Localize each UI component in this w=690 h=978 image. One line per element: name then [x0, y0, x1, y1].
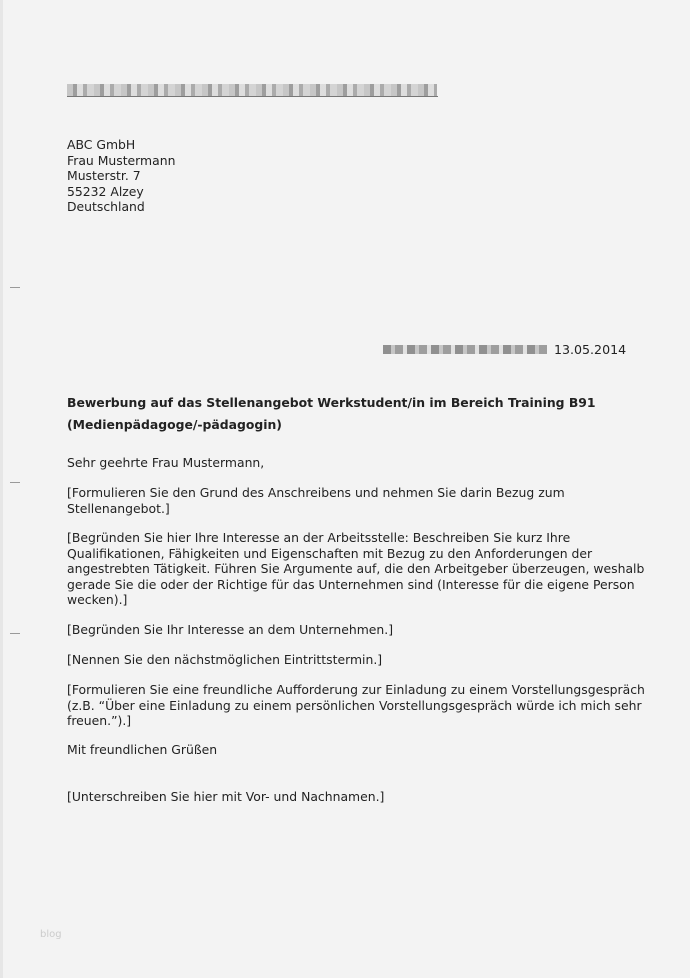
paragraph: [67, 485, 565, 516]
signature-text: [Unterschreiben Sie hier mit Vor- und Nachnamen.]: [67, 789, 385, 804]
paragraph-line: gerade Sie die oder der Richtige für das Unternehmen sind (Interesse für die eigene Person: [67, 576, 635, 592]
paragraph-line: [Begründen Sie Ihr Interesse an dem Unternehmen.]: [67, 622, 394, 637]
paragraph-line: [Nennen Sie den nächstmöglichen Eintrittstermin.]: [67, 652, 383, 667]
paragraph: [67, 652, 382, 668]
subject-line: Bewerbung auf das Stellenangebot Werkstudent/in im Bereich Training B91: [67, 395, 596, 410]
recipient-line: Deutschland: [67, 199, 145, 214]
paragraph: [67, 622, 393, 638]
salutation: [67, 455, 264, 471]
subject: [67, 392, 596, 436]
paragraph-line: Qualifikationen, Fähigkeiten und Eigenschaften mit Bezug zu den Anforderungen der: [67, 545, 593, 561]
recipient-line: 55232 Alzey: [67, 183, 144, 199]
letter-date: 13.05.2014: [554, 342, 627, 357]
recipient-line: ABC GmbH: [67, 137, 136, 152]
subject-line: (Medienpädagoge/-pädagogin): [67, 417, 282, 432]
page-edge: [0, 0, 3, 978]
recipient-line: Frau Mustermann: [67, 152, 176, 168]
closing-text: Mit freundlichen Grüßen: [67, 742, 218, 757]
recipient-address: [67, 137, 175, 215]
salutation-text: Sehr geehrte Frau Mustermann,: [67, 455, 265, 470]
place-redacted: [383, 345, 547, 354]
paragraph-line: freuen.”).]: [67, 713, 132, 728]
paragraph: [67, 530, 644, 608]
recipient-line: Musterstr. 7: [67, 168, 141, 183]
paragraph-line: (z.B. “Über eine Einladung zu einem persönlichen Vorstellungsgespräch würde ich mich sehr: [67, 697, 642, 713]
paragraph-line: Stellenangebot.]: [67, 500, 170, 516]
paragraph: [67, 682, 645, 729]
paragraph-line: [Formulieren Sie den Grund des Anschreibens und nehmen Sie darin Bezug zum: [67, 485, 565, 500]
closing: [67, 742, 217, 758]
fold-mark: [10, 482, 20, 483]
sender-line-redacted: [67, 84, 437, 96]
paragraph-line: wecken).]: [67, 592, 128, 607]
punch-mark: [10, 633, 20, 634]
signature: [67, 789, 384, 805]
watermark: blog: [40, 929, 62, 940]
sender-underline: [67, 96, 438, 97]
fold-mark: [10, 287, 20, 288]
paragraph-line: [Formulieren Sie eine freundliche Aufforderung zur Einladung zu einem Vorstellungsgespräch: [67, 682, 645, 697]
paragraph-line: angestrebten Tätigkeit. Führen Sie Argumente auf, die den Arbeitgeber überzeugen, weshalb: [67, 561, 645, 576]
paragraph-line: [Begründen Sie hier Ihre Interesse an der Arbeitsstelle: Beschreiben Sie kurz Ihre: [67, 530, 571, 545]
